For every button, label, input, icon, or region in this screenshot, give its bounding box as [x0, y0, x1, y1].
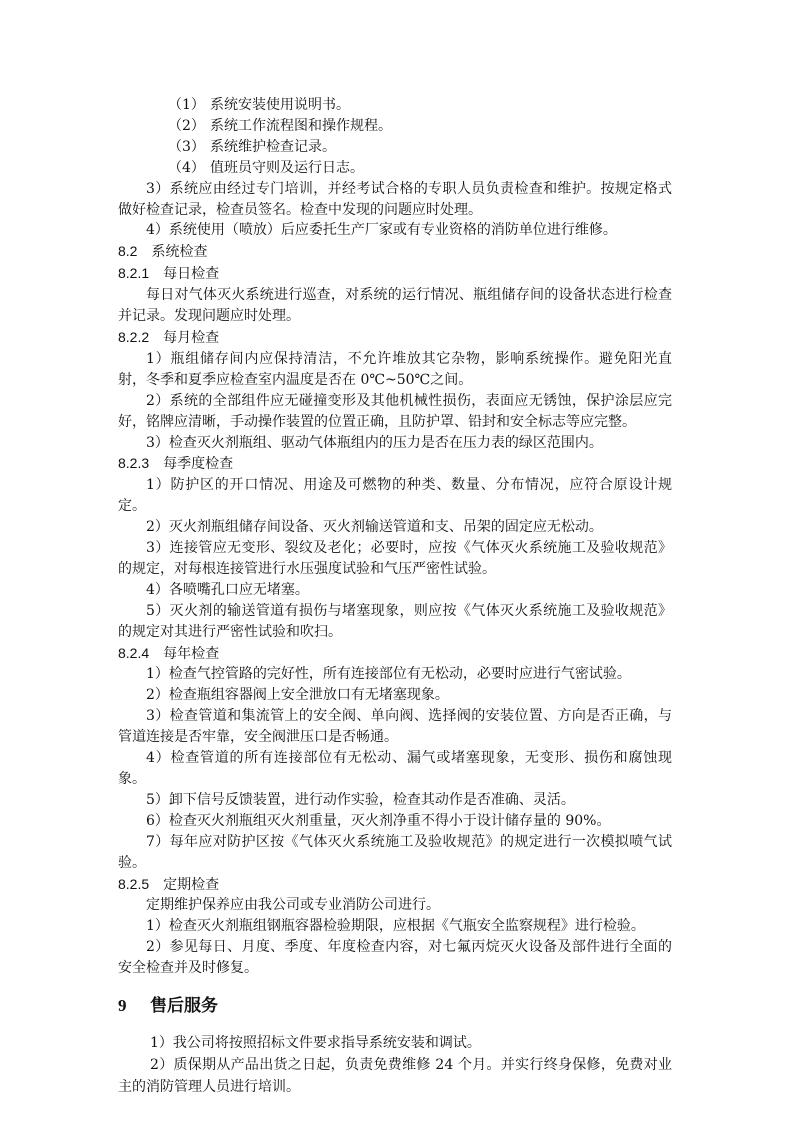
yearly-paragraph: 7）每年应对防护区按《气体灭火系统施工及验收规范》的规定进行一次模拟喷气试验。 — [118, 833, 672, 871]
yearly-paragraph: 4）检查管道的所有连接部位有无松动、漏气或堵塞现象，无变形、损伤和腐蚀现象。 — [118, 750, 672, 787]
periodic-paragraph: 1）检查灭火剂瓶组钢瓶容器检验期限，应根据《气瓶安全监察规程》进行检验。 — [146, 918, 645, 935]
section-title: 定期检查 — [163, 876, 220, 893]
monthly-paragraph: 2）系统的全部组件应无碰撞变形及其他机械性损伤，表面应无锈蚀，保护涂层应完好，铭牌应清晰，手动操作装置的位置正确，且防护罩、铅封和安全标志等应完整。 — [118, 392, 672, 430]
section-number: 8.2.2 — [118, 328, 150, 345]
yearly-paragraph: 1）检查气控管路的完好性，所有连接部位有无松动，必要时应进行气密试验。 — [146, 666, 631, 683]
document-page-content — [118, 95, 672, 1098]
record-text: 系统安装使用说明书。 — [210, 97, 350, 113]
monthly-paragraph: 3）检查灭火剂瓶组、驱动气体瓶组内的压力是否在压力表的绿区范围内。 — [146, 434, 603, 451]
section-heading-8-2 — [118, 241, 672, 263]
after-sales-paragraph: 2）质保期从产品出货之日起，负责免费维修 24 个月。并实行终身保修，免费对业主的消防管理人员进行培训。 — [118, 1057, 672, 1096]
section-heading-periodic — [118, 874, 672, 896]
section-heading-monthly — [118, 327, 672, 349]
record-item-2 — [168, 116, 672, 137]
section-heading-yearly — [118, 643, 672, 665]
section-title: 每季度检查 — [163, 456, 234, 473]
daily-paragraph: 每日对气体灭火系统进行巡查，对系统的运行情况、瓶组储存间的设备状态进行检查并记录。发现问题应时处理。 — [118, 287, 672, 325]
record-text: 系统维护检查记录。 — [210, 138, 336, 155]
yearly-paragraph: 5）卸下信号反馈装置，进行动作实验，检查其动作是否准确、灵活。 — [146, 791, 575, 808]
section-title: 每月检查 — [163, 329, 220, 346]
record-text: 系统工作流程图和操作规程。 — [210, 117, 392, 134]
yearly-paragraph: 6）检查灭火剂瓶组灭火剂重量，灭火剂净重不得小于设计储存量的 90%。 — [146, 812, 611, 829]
chapter-title: 售后服务 — [150, 996, 218, 1017]
quarterly-paragraph: 4）各喷嘴孔口应无堵塞。 — [146, 581, 309, 598]
after-sales-paragraph: 1）我公司将按照招标文件要求指导系统安装和调试。 — [150, 1035, 481, 1052]
record-text: 值班员守则及运行日志。 — [210, 159, 364, 176]
section-title: 每日检查 — [163, 266, 220, 283]
record-number: （2） — [168, 117, 205, 134]
chapter-number: 9 — [118, 996, 127, 1016]
section-number: 8.2 — [118, 243, 138, 260]
periodic-paragraph: 定期维护保养应由我公司或专业消防公司进行。 — [146, 897, 440, 914]
yearly-paragraph: 3）检查管道和集流管上的安全阀、单向阀、选择阀的安装位置、方向是否正确，与管道连接是否牢靠，安全阀泄压口是否畅通。 — [118, 708, 672, 746]
chapter-heading-after-sales — [118, 994, 672, 1018]
record-number: （4） — [168, 159, 205, 176]
monthly-paragraph: 1）瓶组储存间内应保持清洁，不允许堆放其它杂物，影响系统操作。避免阳光直射，冬季和夏季应检查室内温度是否在 0℃~50℃之间。 — [118, 350, 672, 388]
record-item-1 — [168, 95, 672, 116]
section-number: 8.2.3 — [118, 455, 150, 472]
quarterly-paragraph: 1）防护区的开口情况、用途及可燃物的种类、数量、分布情况，应符合原设计规定。 — [118, 477, 672, 515]
section-heading-daily — [118, 263, 672, 285]
section-number: 8.2.1 — [118, 265, 150, 282]
section-heading-quarterly — [118, 453, 672, 475]
quarterly-paragraph: 5）灭火剂的输送管道有损伤与堵塞现象，则应按《气体灭火系统施工及验收规范》的规定对其进行严密性试验和吹扫。 — [118, 602, 672, 640]
section-title: 每年检查 — [163, 645, 220, 662]
yearly-paragraph: 2）检查瓶组容器阀上安全泄放口有无堵塞现象。 — [146, 687, 449, 704]
record-number: （1） — [168, 97, 205, 113]
quarterly-paragraph: 2）灭火剂瓶组储存间设备、灭火剂输送管道和支、吊架的固定应无松动。 — [146, 519, 603, 536]
section-number: 8.2.5 — [118, 875, 150, 892]
record-item-3 — [168, 137, 672, 158]
record-number: （3） — [168, 138, 205, 155]
maintenance-paragraph: 3）系统应由经过专门培训，并经考试合格的专职人员负责检查和维护。按规定格式做好检查记录，检查员签名。检查中发现的问题应时处理。 — [118, 180, 672, 218]
quarterly-paragraph: 3）连接管应无变形、裂纹及老化；必要时，应按《气体灭火系统施工及验收规范》的规定，对每根连接管进行水压强度试验和气压严密性试验。 — [118, 540, 672, 577]
section-title: 系统检查 — [151, 244, 208, 261]
section-number: 8.2.4 — [118, 644, 150, 661]
record-item-4 — [168, 158, 672, 179]
maintenance-paragraph: 4）系统使用（喷放）后应委托生产厂家或有专业资格的消防单位进行维修。 — [146, 222, 617, 239]
periodic-paragraph: 2）参见每日、月度、季度、年度检查内容，对七氟丙烷灭火设备及部件进行全面的安全检查并及时修复。 — [118, 939, 672, 977]
